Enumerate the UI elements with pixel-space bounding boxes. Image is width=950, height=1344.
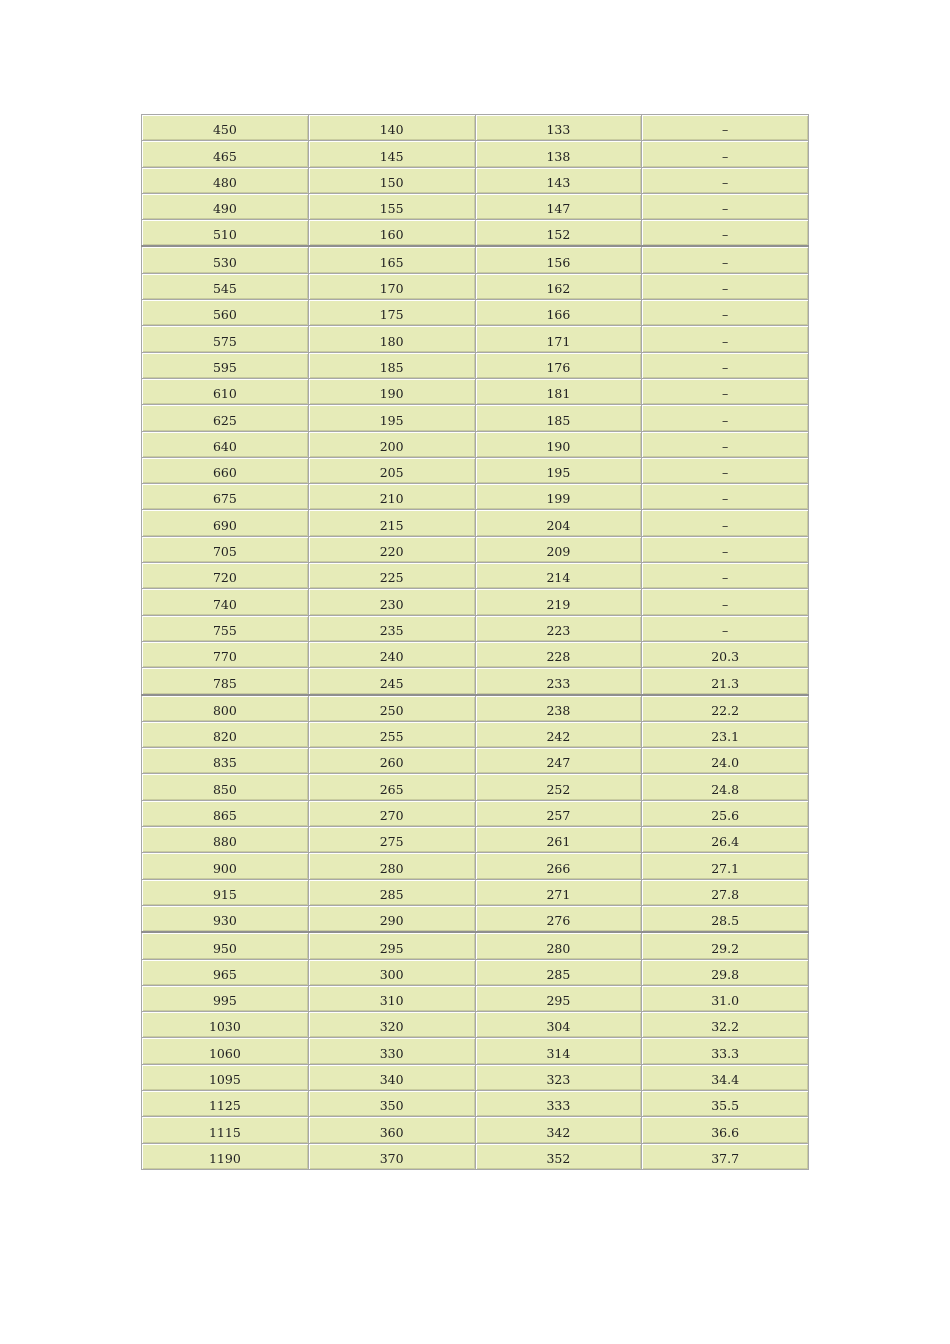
table-cell: 323: [475, 1064, 642, 1090]
table-row: [142, 536, 809, 562]
table-cell: 28.5: [642, 905, 809, 932]
table-cell: –: [642, 300, 809, 326]
table-cell: 1095: [142, 1064, 309, 1090]
table-row: [142, 220, 809, 247]
table-cell: 314: [475, 1038, 642, 1064]
table-cell: 23.1: [642, 721, 809, 747]
table-row: [142, 115, 809, 141]
table-cell: 275: [308, 827, 475, 853]
table-cell: 660: [142, 457, 309, 483]
table-cell: 820: [142, 721, 309, 747]
table-cell: 755: [142, 615, 309, 641]
table-cell: 950: [142, 932, 309, 959]
table-cell: 271: [475, 879, 642, 905]
table-cell: 330: [308, 1038, 475, 1064]
table-row: [142, 1038, 809, 1064]
table-cell: 261: [475, 827, 642, 853]
table-cell: 640: [142, 431, 309, 457]
table-cell: 195: [475, 457, 642, 483]
table-cell: 295: [475, 985, 642, 1011]
table-cell: 205: [308, 457, 475, 483]
table-cell: 285: [308, 879, 475, 905]
table-cell: 900: [142, 853, 309, 879]
table-cell: 195: [308, 405, 475, 431]
table-row: [142, 695, 809, 722]
table-cell: 465: [142, 141, 309, 167]
table-cell: 545: [142, 273, 309, 299]
table-cell: –: [642, 326, 809, 352]
table-cell: 450: [142, 115, 309, 141]
table-cell: 36.6: [642, 1117, 809, 1143]
table-row: [142, 721, 809, 747]
table-cell: 280: [475, 932, 642, 959]
table-cell: 29.2: [642, 932, 809, 959]
table-cell: 160: [308, 220, 475, 247]
table-cell: 145: [308, 141, 475, 167]
table-row: [142, 300, 809, 326]
table-cell: 880: [142, 827, 309, 853]
table-row: [142, 985, 809, 1011]
table-cell: 24.0: [642, 748, 809, 774]
table-cell: 915: [142, 879, 309, 905]
table-row: [142, 378, 809, 404]
table-cell: –: [642, 615, 809, 641]
table-row: [142, 774, 809, 800]
table-cell: 233: [475, 668, 642, 695]
data-table: [141, 114, 809, 1170]
table-cell: 33.3: [642, 1038, 809, 1064]
table-cell: 166: [475, 300, 642, 326]
table-cell: 162: [475, 273, 642, 299]
table-row: [142, 800, 809, 826]
table-cell: 215: [308, 510, 475, 536]
table-row: [142, 932, 809, 959]
table-row: [142, 1012, 809, 1038]
table-cell: 235: [308, 615, 475, 641]
table-cell: –: [642, 220, 809, 247]
table-cell: –: [642, 246, 809, 273]
table-cell: 199: [475, 484, 642, 510]
table-cell: 930: [142, 905, 309, 932]
table-cell: 276: [475, 905, 642, 932]
table-cell: 285: [475, 959, 642, 985]
table-cell: 245: [308, 668, 475, 695]
table-cell: 560: [142, 300, 309, 326]
table-cell: 705: [142, 536, 309, 562]
table-cell: 575: [142, 326, 309, 352]
table-cell: 690: [142, 510, 309, 536]
table-cell: 490: [142, 193, 309, 219]
table-cell: 770: [142, 641, 309, 667]
table-cell: –: [642, 405, 809, 431]
table-cell: 147: [475, 193, 642, 219]
table-cell: 1115: [142, 1117, 309, 1143]
table-cell: 350: [308, 1090, 475, 1116]
table-cell: 266: [475, 853, 642, 879]
table-row: [142, 748, 809, 774]
table-row: [142, 853, 809, 879]
table-cell: 156: [475, 246, 642, 273]
table-cell: 170: [308, 273, 475, 299]
table-row: [142, 641, 809, 667]
table-cell: 530: [142, 246, 309, 273]
table-row: [142, 246, 809, 273]
table-cell: 300: [308, 959, 475, 985]
table-cell: –: [642, 141, 809, 167]
table-cell: 209: [475, 536, 642, 562]
table-cell: 22.2: [642, 695, 809, 722]
table-cell: 342: [475, 1117, 642, 1143]
table-cell: 175: [308, 300, 475, 326]
table-row: [142, 615, 809, 641]
table-row: [142, 1064, 809, 1090]
table-cell: 228: [475, 641, 642, 667]
table-cell: 850: [142, 774, 309, 800]
table-cell: 138: [475, 141, 642, 167]
table-row: [142, 457, 809, 483]
table-cell: 340: [308, 1064, 475, 1090]
table-cell: 1125: [142, 1090, 309, 1116]
table-cell: 370: [308, 1143, 475, 1169]
table-cell: –: [642, 193, 809, 219]
table-cell: 26.4: [642, 827, 809, 853]
table-cell: 352: [475, 1143, 642, 1169]
table-cell: 247: [475, 748, 642, 774]
table-cell: 165: [308, 246, 475, 273]
table-cell: 240: [308, 641, 475, 667]
table-cell: 204: [475, 510, 642, 536]
table-cell: –: [642, 431, 809, 457]
table-cell: 32.2: [642, 1012, 809, 1038]
table-cell: –: [642, 484, 809, 510]
table-row: [142, 563, 809, 589]
table-row: [142, 431, 809, 457]
table-row: [142, 273, 809, 299]
table-cell: 835: [142, 748, 309, 774]
table-cell: 27.8: [642, 879, 809, 905]
table-cell: 150: [308, 167, 475, 193]
table-cell: 310: [308, 985, 475, 1011]
table-cell: 320: [308, 1012, 475, 1038]
table-cell: –: [642, 378, 809, 404]
table-cell: 238: [475, 695, 642, 722]
table-row: [142, 589, 809, 615]
table-cell: 257: [475, 800, 642, 826]
table-cell: 965: [142, 959, 309, 985]
table-cell: 1060: [142, 1038, 309, 1064]
table-cell: 185: [475, 405, 642, 431]
table-cell: 480: [142, 167, 309, 193]
table-cell: 185: [308, 352, 475, 378]
table-cell: 171: [475, 326, 642, 352]
table-row: [142, 193, 809, 219]
table-cell: 610: [142, 378, 309, 404]
table-cell: –: [642, 115, 809, 141]
table-cell: 31.0: [642, 985, 809, 1011]
table-cell: 360: [308, 1117, 475, 1143]
table-cell: 720: [142, 563, 309, 589]
table-cell: 140: [308, 115, 475, 141]
table-cell: 675: [142, 484, 309, 510]
table-cell: 265: [308, 774, 475, 800]
table-cell: 865: [142, 800, 309, 826]
table-cell: 304: [475, 1012, 642, 1038]
table-row: [142, 167, 809, 193]
table-row: [142, 905, 809, 932]
table-cell: 250: [308, 695, 475, 722]
table-cell: –: [642, 457, 809, 483]
table-cell: 24.8: [642, 774, 809, 800]
table-cell: 995: [142, 985, 309, 1011]
table-cell: 242: [475, 721, 642, 747]
table-cell: –: [642, 536, 809, 562]
table-cell: –: [642, 510, 809, 536]
table-cell: 230: [308, 589, 475, 615]
table-cell: 25.6: [642, 800, 809, 826]
table-cell: 333: [475, 1090, 642, 1116]
table-cell: 220: [308, 536, 475, 562]
table-cell: 214: [475, 563, 642, 589]
table-cell: –: [642, 167, 809, 193]
table-cell: 152: [475, 220, 642, 247]
table-row: [142, 405, 809, 431]
table-row: [142, 1143, 809, 1169]
table-cell: 625: [142, 405, 309, 431]
table-cell: 223: [475, 615, 642, 641]
table-cell: 260: [308, 748, 475, 774]
table-body: [142, 115, 809, 1170]
table-cell: 190: [475, 431, 642, 457]
table-row: [142, 484, 809, 510]
table-row: [142, 510, 809, 536]
table-cell: 181: [475, 378, 642, 404]
table-cell: 280: [308, 853, 475, 879]
table-cell: –: [642, 589, 809, 615]
table-cell: –: [642, 563, 809, 589]
table-row: [142, 959, 809, 985]
table-cell: 219: [475, 589, 642, 615]
table-cell: 510: [142, 220, 309, 247]
table-cell: 37.7: [642, 1143, 809, 1169]
table-cell: 143: [475, 167, 642, 193]
table-cell: 35.5: [642, 1090, 809, 1116]
table-cell: 290: [308, 905, 475, 932]
table-row: [142, 1090, 809, 1116]
table-cell: 785: [142, 668, 309, 695]
table-cell: 27.1: [642, 853, 809, 879]
table-cell: 180: [308, 326, 475, 352]
table-row: [142, 668, 809, 695]
table-cell: 1190: [142, 1143, 309, 1169]
table-cell: 595: [142, 352, 309, 378]
table-row: [142, 1117, 809, 1143]
table-cell: 210: [308, 484, 475, 510]
table-cell: 800: [142, 695, 309, 722]
table-row: [142, 352, 809, 378]
table-cell: 176: [475, 352, 642, 378]
table-cell: 252: [475, 774, 642, 800]
table-cell: 200: [308, 431, 475, 457]
table-cell: 21.3: [642, 668, 809, 695]
table-cell: –: [642, 352, 809, 378]
table-cell: 740: [142, 589, 309, 615]
table-row: [142, 141, 809, 167]
table-cell: 133: [475, 115, 642, 141]
table-cell: 225: [308, 563, 475, 589]
table-row: [142, 827, 809, 853]
table-row: [142, 326, 809, 352]
table-cell: 29.8: [642, 959, 809, 985]
table-cell: 270: [308, 800, 475, 826]
table-cell: 295: [308, 932, 475, 959]
table-cell: 1030: [142, 1012, 309, 1038]
table-cell: 34.4: [642, 1064, 809, 1090]
table-cell: –: [642, 273, 809, 299]
table-cell: 155: [308, 193, 475, 219]
table-cell: 190: [308, 378, 475, 404]
table-cell: 255: [308, 721, 475, 747]
table-row: [142, 879, 809, 905]
table-cell: 20.3: [642, 641, 809, 667]
